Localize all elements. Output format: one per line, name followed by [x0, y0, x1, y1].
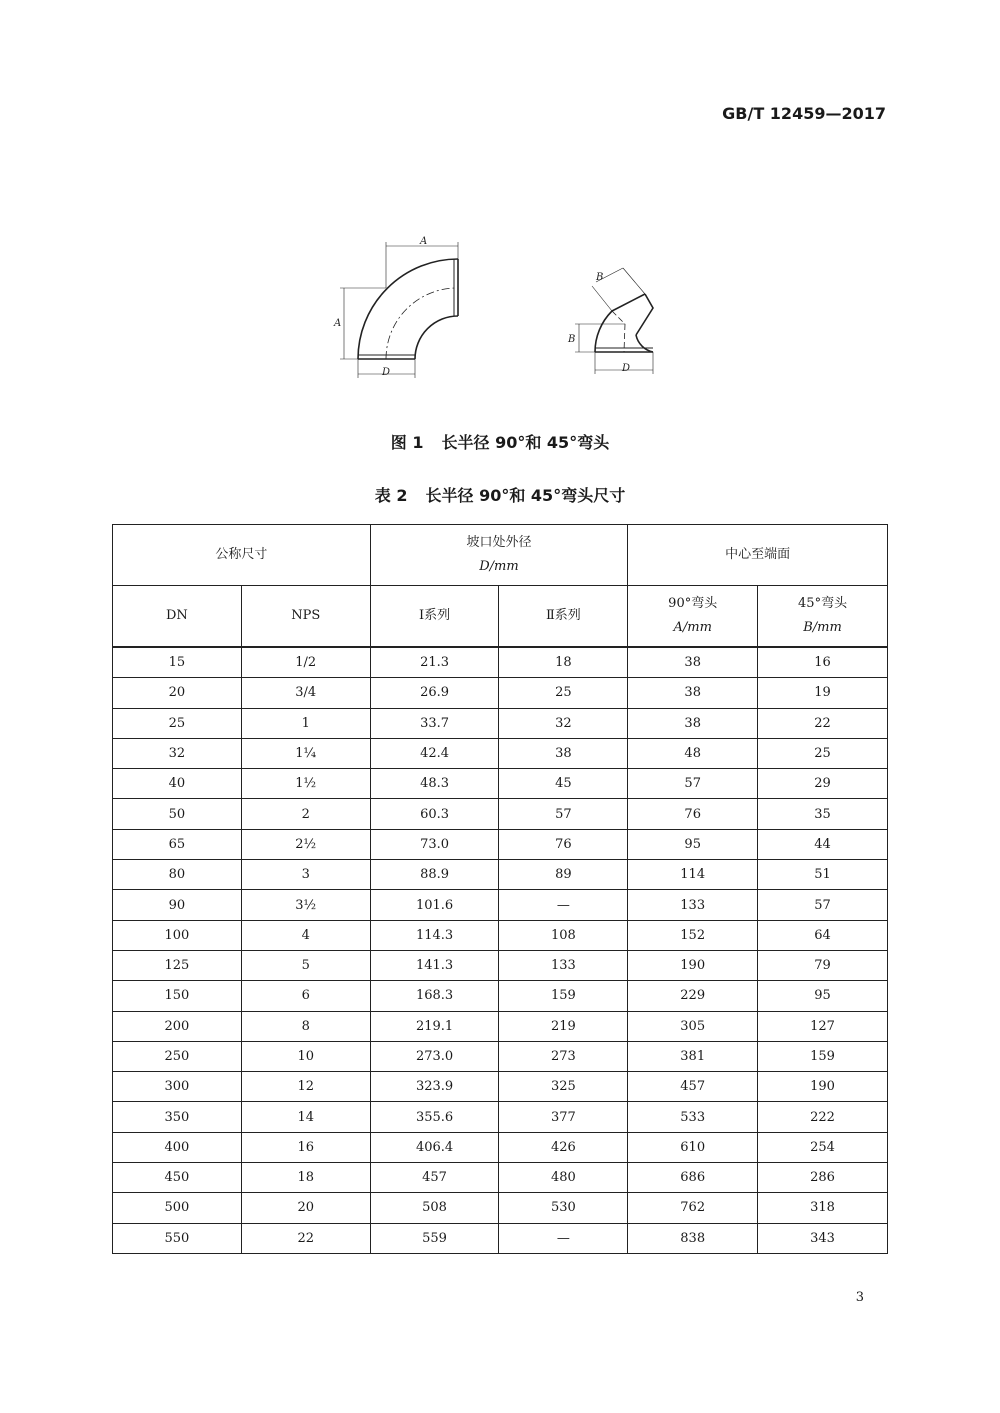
- cell-nps: 1: [241, 708, 370, 738]
- cell-nps: 4: [241, 920, 370, 950]
- cell-dn: 300: [113, 1072, 242, 1102]
- cell-nps: 14: [241, 1102, 370, 1132]
- table-row: [113, 708, 888, 738]
- cell-elbow-90-a: 38: [628, 678, 758, 708]
- table-row: [113, 647, 888, 678]
- cell-nps: 6: [241, 981, 370, 1011]
- label-b-top: B: [596, 272, 604, 283]
- header-elbow-45-unit: B/mm: [803, 620, 842, 635]
- cell-elbow-45-b: 64: [758, 920, 888, 950]
- cell-dn: 100: [113, 920, 242, 950]
- header-series-1: Ⅰ系列: [370, 586, 499, 648]
- cell-elbow-45-b: 318: [758, 1193, 888, 1223]
- cell-series-2: 89: [499, 860, 628, 890]
- cell-nps: 20: [241, 1193, 370, 1223]
- cell-series-2: 18: [499, 647, 628, 678]
- table-row: [113, 1011, 888, 1041]
- header-nominal-size: 公称尺寸: [113, 525, 371, 586]
- cell-series-1: 88.9: [370, 860, 499, 890]
- cell-series-2: 480: [499, 1163, 628, 1193]
- cell-series-1: 101.6: [370, 890, 499, 920]
- table-caption-title: 长半径 90°和 45°弯头尺寸: [425, 486, 626, 505]
- cell-series-2: 325: [499, 1072, 628, 1102]
- elbow-90-drawing: [340, 242, 458, 378]
- cell-series-2: 32: [499, 708, 628, 738]
- cell-series-2: —: [499, 1223, 628, 1253]
- table-row: [113, 678, 888, 708]
- cell-dn: 500: [113, 1193, 242, 1223]
- cell-elbow-45-b: 22: [758, 708, 888, 738]
- header-elbow-45: [758, 586, 888, 648]
- cell-elbow-45-b: 159: [758, 1041, 888, 1071]
- table-row: [113, 829, 888, 859]
- cell-series-2: 76: [499, 829, 628, 859]
- table-row: [113, 1072, 888, 1102]
- cell-nps: 5: [241, 950, 370, 980]
- label-d-45: D: [622, 363, 631, 374]
- page-number: 3: [855, 1290, 864, 1305]
- cell-elbow-90-a: 305: [628, 1011, 758, 1041]
- table-row: [113, 738, 888, 768]
- cell-nps: 3: [241, 860, 370, 890]
- cell-series-2: 25: [499, 678, 628, 708]
- label-a-top: A: [420, 236, 428, 247]
- header-elbow-90: [628, 586, 758, 648]
- cell-nps: 2½: [241, 829, 370, 859]
- cell-nps: 18: [241, 1163, 370, 1193]
- cell-nps: 3/4: [241, 678, 370, 708]
- cell-elbow-45-b: 343: [758, 1223, 888, 1253]
- table-body: [113, 647, 888, 1253]
- label-d-90: D: [382, 367, 391, 378]
- cell-elbow-45-b: 57: [758, 890, 888, 920]
- cell-elbow-45-b: 254: [758, 1132, 888, 1162]
- figure-caption: [0, 430, 1000, 453]
- table-row: [113, 981, 888, 1011]
- cell-elbow-90-a: 57: [628, 769, 758, 799]
- cell-elbow-90-a: 229: [628, 981, 758, 1011]
- table-row: [113, 1193, 888, 1223]
- cell-elbow-90-a: 686: [628, 1163, 758, 1193]
- cell-elbow-45-b: 127: [758, 1011, 888, 1041]
- figure-caption-title: 长半径 90°和 45°弯头: [441, 433, 610, 452]
- cell-series-2: —: [499, 890, 628, 920]
- cell-dn: 250: [113, 1041, 242, 1071]
- cell-elbow-90-a: 610: [628, 1132, 758, 1162]
- cell-elbow-90-a: 190: [628, 950, 758, 980]
- cell-nps: 12: [241, 1072, 370, 1102]
- cell-series-1: 406.4: [370, 1132, 499, 1162]
- table-row: [113, 769, 888, 799]
- cell-series-1: 219.1: [370, 1011, 499, 1041]
- cell-elbow-45-b: 51: [758, 860, 888, 890]
- header-bevel-od-unit: D/mm: [479, 559, 519, 574]
- cell-series-1: 114.3: [370, 920, 499, 950]
- standard-number: GB/T 12459—2017: [722, 104, 886, 123]
- cell-series-2: 219: [499, 1011, 628, 1041]
- table-caption: [0, 483, 1000, 506]
- cell-series-2: 377: [499, 1102, 628, 1132]
- table-row: [113, 1223, 888, 1253]
- header-bevel-od-label: 坡口处外径: [466, 535, 532, 550]
- cell-series-1: 323.9: [370, 1072, 499, 1102]
- cell-series-2: 273: [499, 1041, 628, 1071]
- cell-dn: 350: [113, 1102, 242, 1132]
- cell-elbow-45-b: 25: [758, 738, 888, 768]
- cell-dn: 20: [113, 678, 242, 708]
- header-dn: DN: [113, 586, 242, 648]
- header-elbow-45-label: 45°弯头: [798, 596, 848, 611]
- table-row: [113, 890, 888, 920]
- cell-dn: 150: [113, 981, 242, 1011]
- cell-series-1: 355.6: [370, 1102, 499, 1132]
- table-row: [113, 950, 888, 980]
- cell-elbow-45-b: 190: [758, 1072, 888, 1102]
- header-bevel-od: [370, 525, 628, 586]
- cell-dn: 50: [113, 799, 242, 829]
- cell-dn: 32: [113, 738, 242, 768]
- cell-series-2: 159: [499, 981, 628, 1011]
- header-series-2: Ⅱ系列: [499, 586, 628, 648]
- cell-nps: 3½: [241, 890, 370, 920]
- cell-elbow-45-b: 16: [758, 647, 888, 678]
- header-elbow-90-label: 90°弯头: [668, 596, 718, 611]
- cell-series-2: 57: [499, 799, 628, 829]
- label-b-side: B: [568, 334, 576, 345]
- cell-elbow-45-b: 44: [758, 829, 888, 859]
- cell-series-1: 26.9: [370, 678, 499, 708]
- cell-series-2: 426: [499, 1132, 628, 1162]
- cell-elbow-90-a: 762: [628, 1193, 758, 1223]
- cell-series-2: 45: [499, 769, 628, 799]
- cell-series-1: 21.3: [370, 647, 499, 678]
- cell-dn: 400: [113, 1132, 242, 1162]
- cell-series-2: 530: [499, 1193, 628, 1223]
- cell-elbow-90-a: 95: [628, 829, 758, 859]
- cell-elbow-90-a: 838: [628, 1223, 758, 1253]
- cell-elbow-45-b: 222: [758, 1102, 888, 1132]
- cell-elbow-90-a: 48: [628, 738, 758, 768]
- cell-series-1: 48.3: [370, 769, 499, 799]
- table-row: [113, 799, 888, 829]
- cell-dn: 200: [113, 1011, 242, 1041]
- cell-nps: 16: [241, 1132, 370, 1162]
- cell-elbow-45-b: 19: [758, 678, 888, 708]
- cell-elbow-90-a: 38: [628, 647, 758, 678]
- cell-series-1: 508: [370, 1193, 499, 1223]
- cell-series-1: 60.3: [370, 799, 499, 829]
- cell-elbow-45-b: 29: [758, 769, 888, 799]
- cell-series-2: 108: [499, 920, 628, 950]
- cell-series-1: 273.0: [370, 1041, 499, 1071]
- table-row: [113, 920, 888, 950]
- cell-series-1: 141.3: [370, 950, 499, 980]
- elbow-45-drawing: [575, 268, 653, 374]
- cell-elbow-45-b: 95: [758, 981, 888, 1011]
- elbow-dimensions-table: [112, 524, 888, 1254]
- cell-dn: 40: [113, 769, 242, 799]
- cell-series-1: 42.4: [370, 738, 499, 768]
- cell-nps: 1/2: [241, 647, 370, 678]
- table-caption-number: 表 2: [374, 486, 408, 505]
- table-row: [113, 1041, 888, 1071]
- header-center-to-end: 中心至端面: [628, 525, 888, 586]
- table-row: [113, 860, 888, 890]
- cell-elbow-90-a: 133: [628, 890, 758, 920]
- cell-series-1: 33.7: [370, 708, 499, 738]
- header-elbow-90-unit: A/mm: [673, 620, 712, 635]
- elbow-figure: [320, 228, 680, 388]
- cell-series-1: 457: [370, 1163, 499, 1193]
- cell-elbow-45-b: 79: [758, 950, 888, 980]
- cell-nps: 1¼: [241, 738, 370, 768]
- cell-nps: 1½: [241, 769, 370, 799]
- table-row: [113, 1163, 888, 1193]
- cell-elbow-90-a: 38: [628, 708, 758, 738]
- cell-elbow-45-b: 286: [758, 1163, 888, 1193]
- cell-series-2: 38: [499, 738, 628, 768]
- cell-series-2: 133: [499, 950, 628, 980]
- cell-elbow-90-a: 457: [628, 1072, 758, 1102]
- cell-dn: 550: [113, 1223, 242, 1253]
- cell-dn: 450: [113, 1163, 242, 1193]
- cell-dn: 125: [113, 950, 242, 980]
- cell-nps: 22: [241, 1223, 370, 1253]
- table-row: [113, 1102, 888, 1132]
- figure-caption-number: 图 1: [390, 433, 424, 452]
- label-a-side: A: [334, 318, 342, 329]
- cell-elbow-90-a: 114: [628, 860, 758, 890]
- cell-nps: 8: [241, 1011, 370, 1041]
- cell-nps: 2: [241, 799, 370, 829]
- cell-elbow-90-a: 533: [628, 1102, 758, 1132]
- cell-dn: 90: [113, 890, 242, 920]
- cell-series-1: 73.0: [370, 829, 499, 859]
- table-row: [113, 1132, 888, 1162]
- cell-dn: 25: [113, 708, 242, 738]
- cell-series-1: 168.3: [370, 981, 499, 1011]
- cell-elbow-90-a: 381: [628, 1041, 758, 1071]
- header-nps: NPS: [241, 586, 370, 648]
- cell-dn: 65: [113, 829, 242, 859]
- cell-dn: 80: [113, 860, 242, 890]
- cell-elbow-90-a: 152: [628, 920, 758, 950]
- cell-nps: 10: [241, 1041, 370, 1071]
- cell-elbow-45-b: 35: [758, 799, 888, 829]
- cell-dn: 15: [113, 647, 242, 678]
- cell-elbow-90-a: 76: [628, 799, 758, 829]
- cell-series-1: 559: [370, 1223, 499, 1253]
